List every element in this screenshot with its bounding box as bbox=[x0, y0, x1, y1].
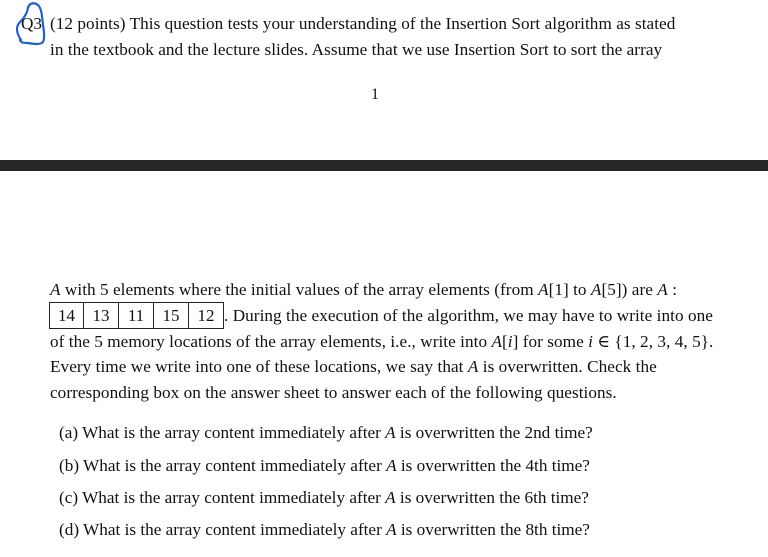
array-table bbox=[49, 302, 224, 329]
question-number: Q3 bbox=[21, 14, 43, 33]
question-intro-line-1 bbox=[50, 14, 675, 34]
body-line-1: A with 5 elements where the initial values of the array elements (from A[1] to A[5]) are A : bbox=[50, 280, 678, 299]
body-line-3: of the 5 memory locations of the array elements, i.e., write into A[i] for some i ∈ {1, 2, 3, 4, 5}. bbox=[50, 332, 714, 351]
array-cell: 14 bbox=[50, 303, 84, 328]
array-cell: 11 bbox=[119, 303, 154, 328]
body-line-2: . During the execution of the algorithm, we may have to write into one bbox=[224, 306, 713, 325]
array-cell: 15 bbox=[154, 303, 189, 328]
intro-text-1: This question tests your understanding of the Insertion Sort algorithm as stated bbox=[129, 14, 676, 33]
subquestion-b: (b) What is the array content immediately after A is overwritten the 4th time? bbox=[59, 456, 590, 475]
page-number: 1 bbox=[371, 86, 379, 103]
array-cell: 13 bbox=[84, 303, 119, 328]
body-line-5: corresponding box on the answer sheet to answer each of the following questions. bbox=[50, 383, 617, 402]
question-intro-line-2: in the textbook and the lecture slides. Assume that we use Insertion Sort to sort the array bbox=[50, 40, 663, 59]
page-divider bbox=[0, 160, 768, 171]
subquestion-d: (d) What is the array content immediately after A is overwritten the 8th time? bbox=[59, 520, 590, 539]
question-points: (12 points) bbox=[50, 14, 126, 33]
array-cell: 12 bbox=[197, 306, 215, 325]
subquestion-a: (a) What is the array content immediately after A is overwritten the 2nd time? bbox=[59, 423, 593, 442]
body-line-4: Every time we write into one of these locations, we say that A is overwritten. Check the bbox=[50, 357, 657, 376]
subquestion-c: (c) What is the array content immediately after A is overwritten the 6th time? bbox=[59, 488, 589, 507]
